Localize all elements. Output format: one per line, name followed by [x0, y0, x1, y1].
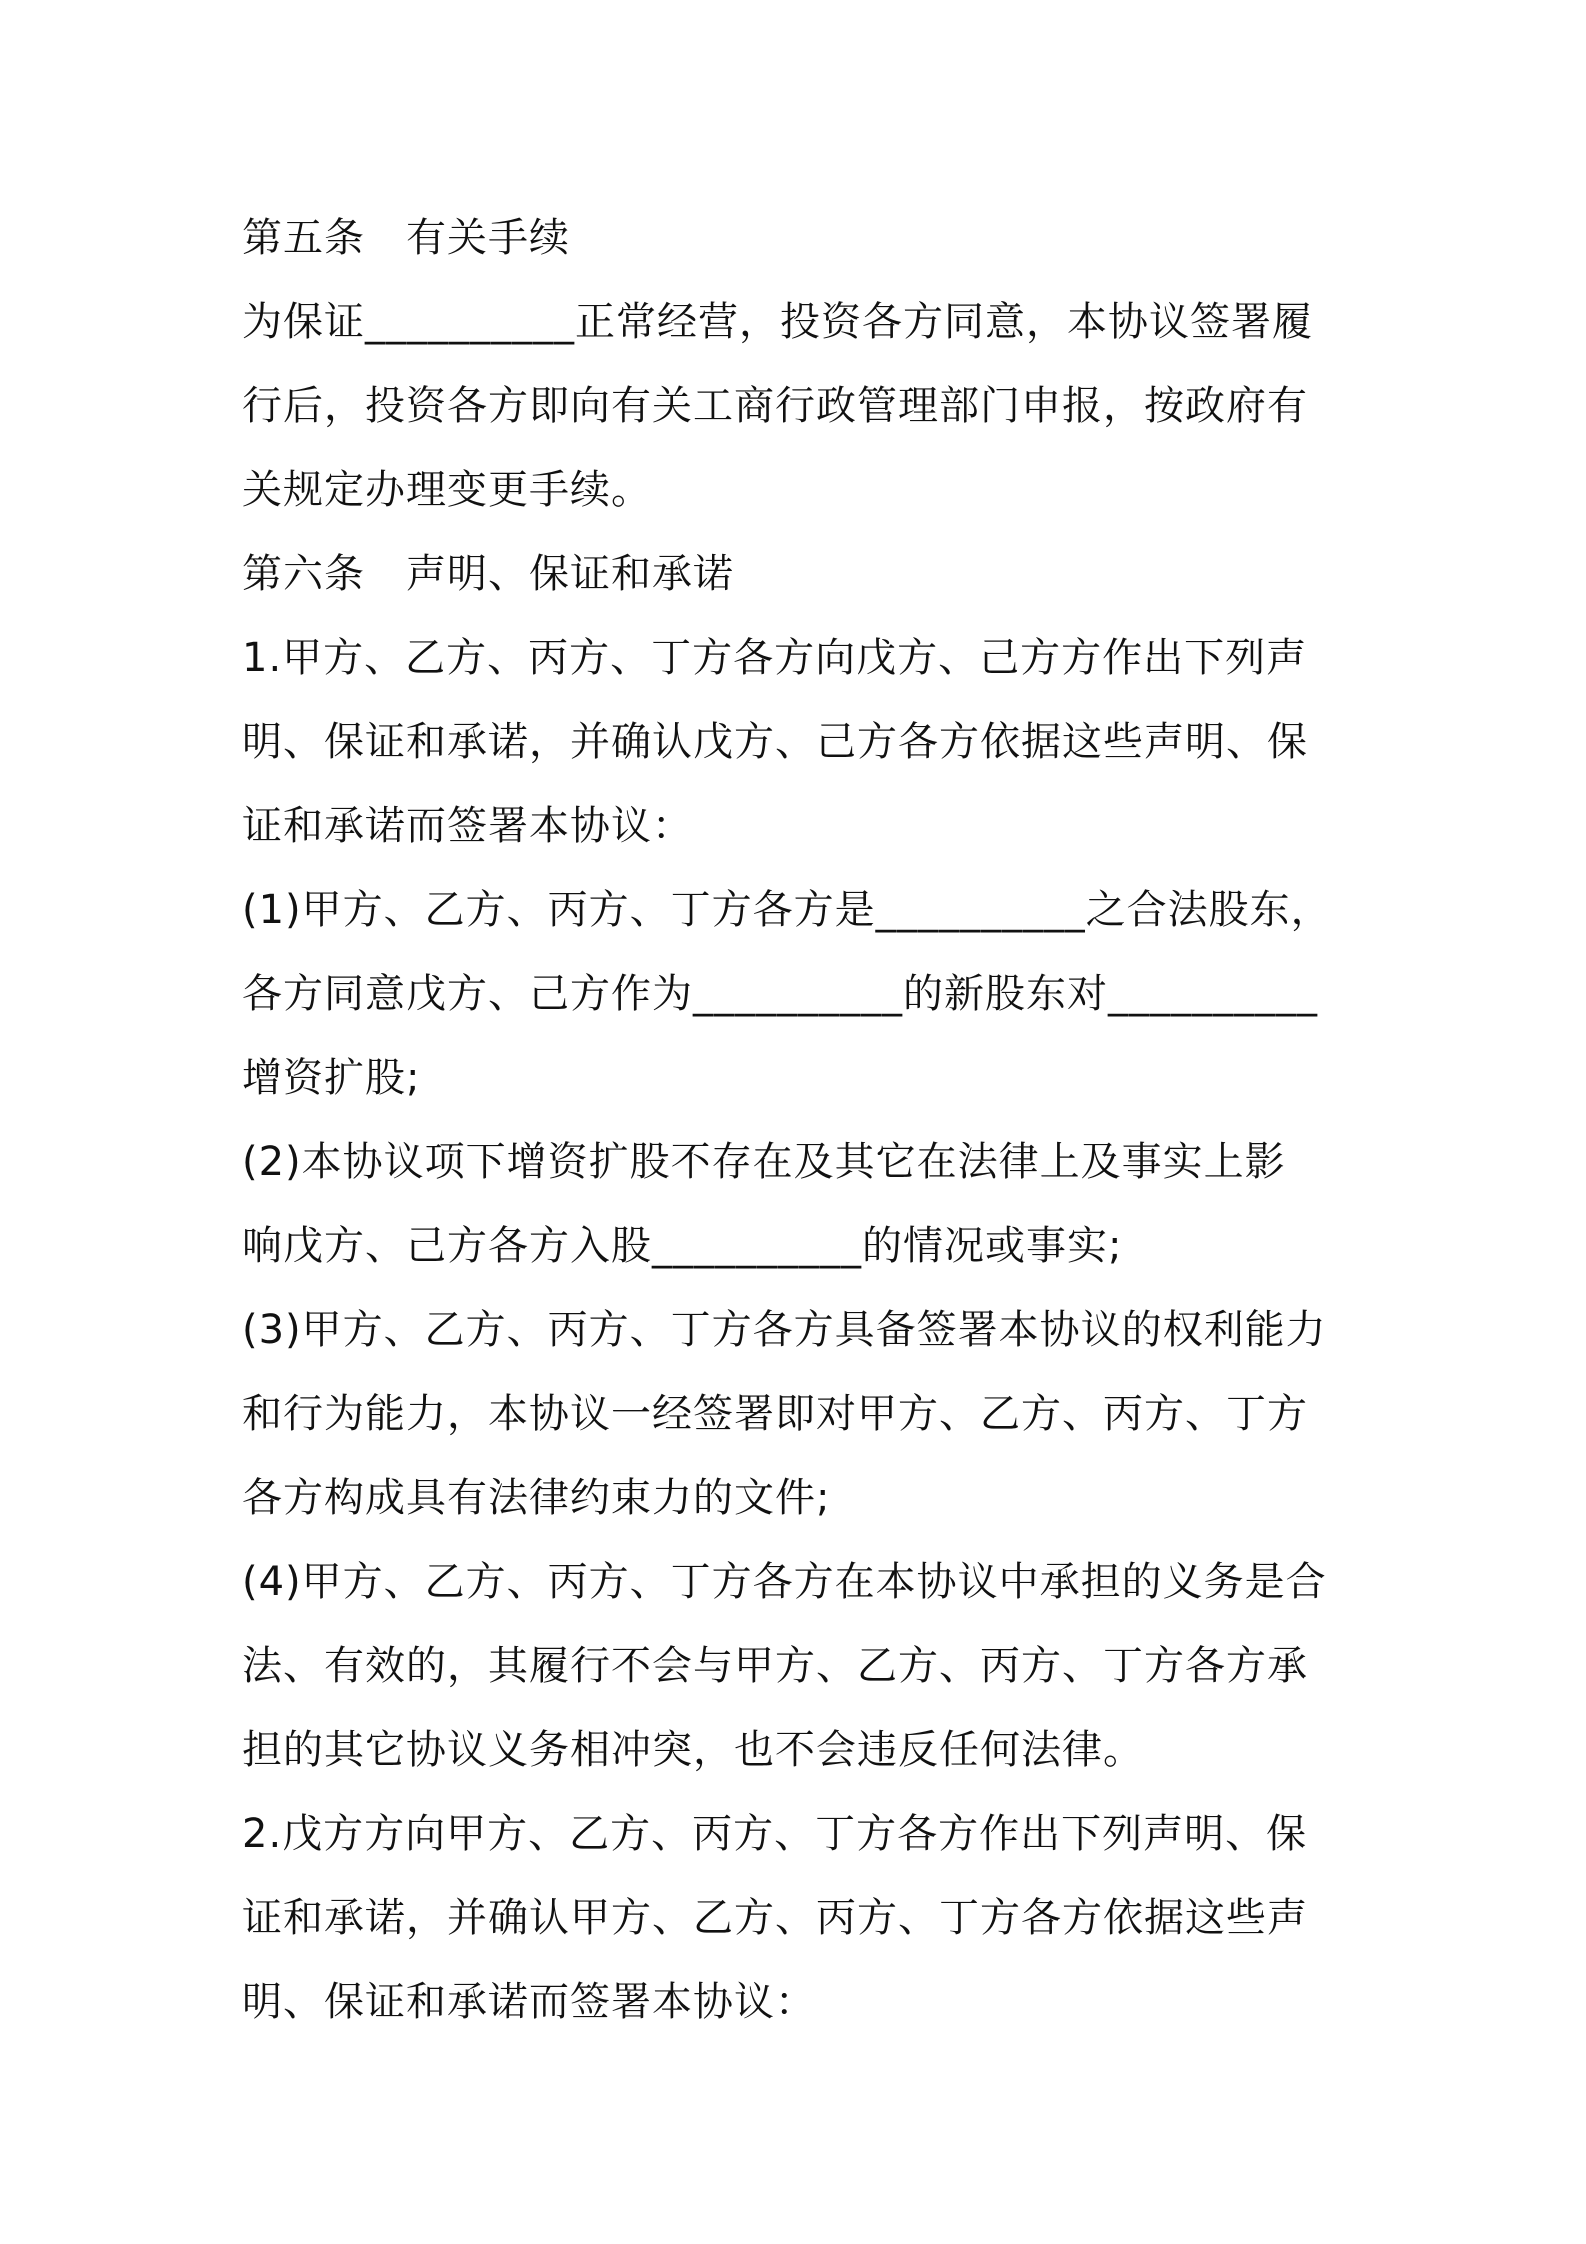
text-line: 证和承诺，并确认甲方、乙方、丙方、丁方各方依据这些声	[242, 1895, 1308, 1941]
text-line: (1)甲方、乙方、丙方、丁方各方是__________之合法股东，	[242, 887, 1332, 933]
text-line: 法、有效的，其履行不会与甲方、乙方、丙方、丁方各方承	[242, 1643, 1308, 1689]
text-line: 明、保证和承诺，并确认戊方、己方各方依据这些声明、保	[242, 719, 1308, 765]
text-line: (4)甲方、乙方、丙方、丁方各方在本协议中承担的义务是合	[242, 1559, 1327, 1605]
document-body	[242, 196, 1362, 2044]
text-line: 关规定办理变更手续。	[242, 467, 652, 513]
text-line: 为保证__________正常经营，投资各方同意，本协议签署履	[242, 299, 1313, 345]
text-line: 各方同意戊方、己方作为__________的新股东对__________	[242, 971, 1318, 1017]
text-line: 响戊方、己方各方入股__________的情况或事实;	[242, 1223, 1123, 1269]
article-6-heading: 第六条 声明、保证和承诺	[242, 551, 734, 597]
text-line: (2)本协议项下增资扩股不存在及其它在法律上及事实上影	[242, 1139, 1286, 1185]
text-line: 担的其它协议义务相冲突，也不会违反任何法律。	[242, 1727, 1144, 1773]
text-line: 各方构成具有法律约束力的文件;	[242, 1475, 831, 1521]
text-line: 明、保证和承诺而签署本协议：	[242, 1979, 816, 2025]
text-line: 行后，投资各方即向有关工商行政管理部门申报，按政府有	[242, 383, 1308, 429]
text-line: 1.甲方、乙方、丙方、丁方各方向戊方、己方方作出下列声	[242, 635, 1308, 681]
text-line: 和行为能力，本协议一经签署即对甲方、乙方、丙方、丁方	[242, 1391, 1308, 1437]
text-line: (3)甲方、乙方、丙方、丁方各方具备签署本协议的权利能力	[242, 1307, 1327, 1353]
text-line: 2.戊方方向甲方、乙方、丙方、丁方各方作出下列声明、保	[242, 1811, 1308, 1857]
text-line: 增资扩股;	[242, 1055, 421, 1101]
article-5-heading: 第五条 有关手续	[242, 215, 570, 261]
text-line: 证和承诺而签署本协议：	[242, 803, 693, 849]
